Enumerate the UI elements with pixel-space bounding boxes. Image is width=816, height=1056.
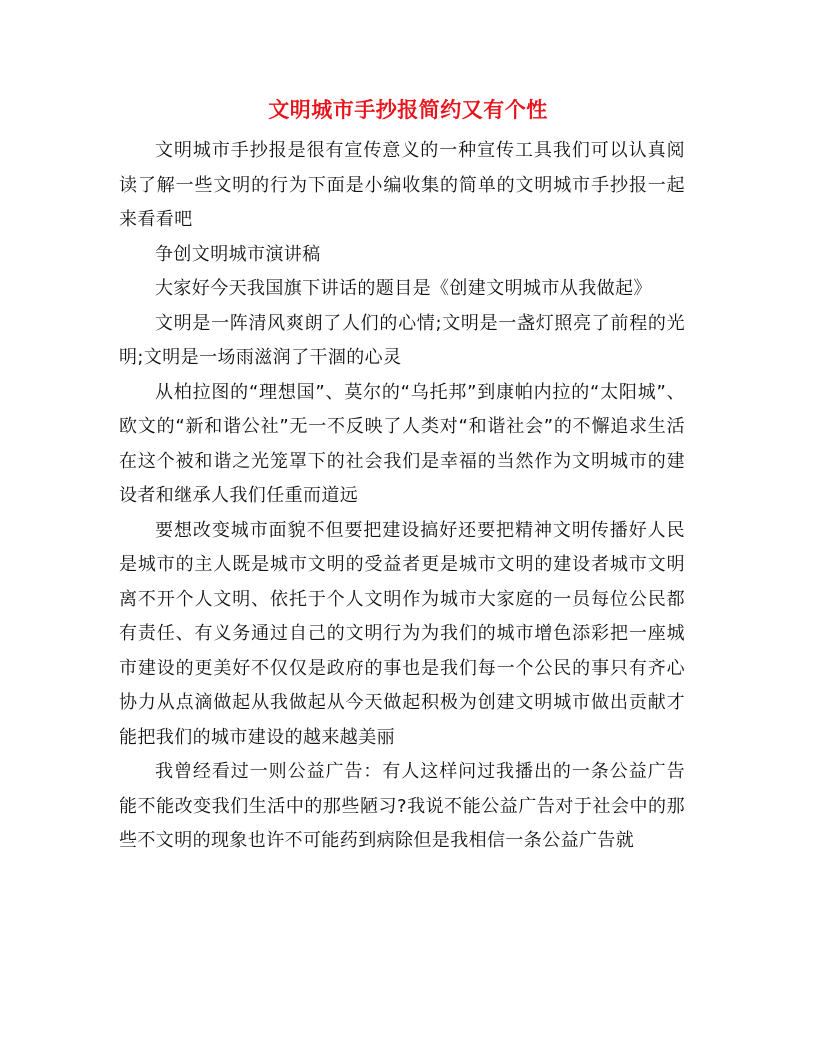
paragraph-public-service-ad: 我曾经看过一则公益广告：有人这样问过我播出的一条公益广告能不能改变我们生活中的那些陋习?我说不能公益广告对于社会中的那些不文明的现象也许不可能药到病除但是我相信一条公益广告就 [119,761,685,851]
paragraph-city-appearance: 要想改变城市面貌不但要把建设搞好还要把精神文明传播好人民是城市的主人既是城市文明的受益者更是城市文明的建设者城市文明离不开个人文明、依托于个人文明作为城市大家庭的一员每位公民都有责任、有义务通过自己的文明行为为我们的城市增色添彩把一座城市建设的更美好不仅仅是政府的事也是我们每一个公民的事只有齐心协力从点滴做起从我做起从今天做起积极为创建文明城市做出贡献才能把我们的城市建设的越来越美丽 [119,519,685,748]
paragraph-intro: 文明城市手抄报是很有宣传意义的一种宣传工具我们可以认真阅读了解一些文明的行为下面是小编收集的简单的文明城市手抄报一起来看看吧 [119,140,685,230]
paragraph-greeting: 大家好今天我国旗下讲话的题目是《创建文明城市从我做起》 [155,278,652,299]
paragraph-speech-heading: 争创文明城市演讲稿 [155,243,321,265]
document-title: 文明城市手抄报简约又有个性 [268,97,548,122]
paragraph-civilization-metaphor: 文明是一阵清风爽朗了人们的心情;文明是一盏灯照亮了前程的光明;文明是一场雨滋润了干涸的心灵 [119,312,685,368]
paragraph-ideal-societies: 从柏拉图的“理想国”、莫尔的“乌托邦”到康帕内拉的“太阳城”、欧文的“新和谐公社”无一不反映了人类对“和谐社会”的不懈追求生活在这个被和谐之光笼罩下的社会我们是幸福的当然作为文明城市的建设者和继承人我们任重而道远 [119,381,685,506]
document-body [119,134,685,859]
